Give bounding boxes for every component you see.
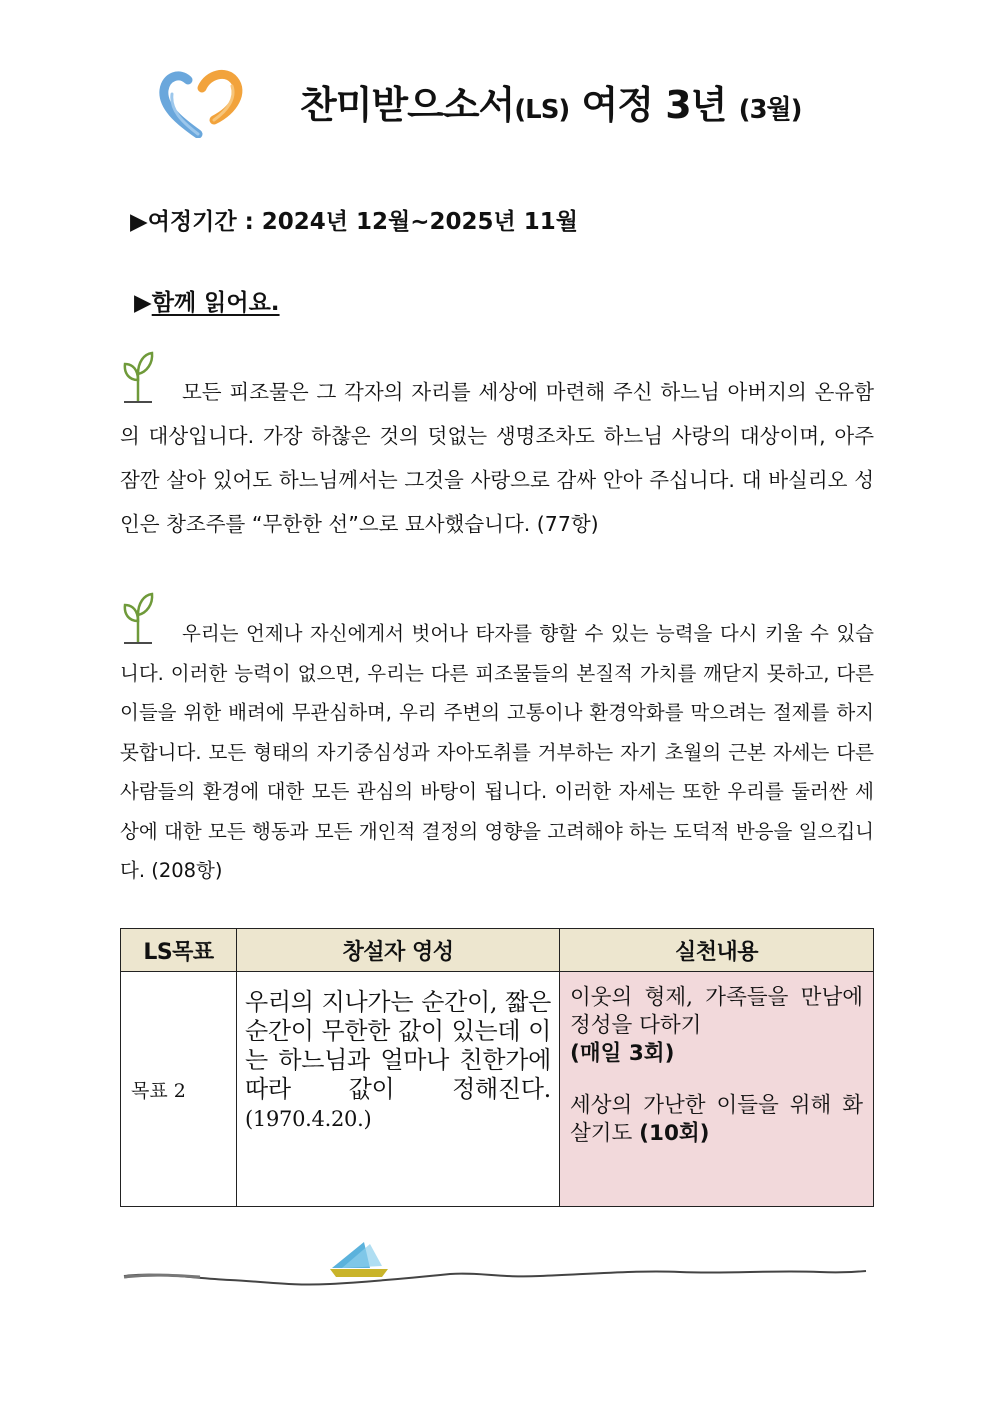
title-ls: (LS) (514, 95, 570, 125)
paragraph-1-text: 모든 피조물은 그 각자의 자리를 세상에 마련해 주신 하느님 아버지의 온유함의 대상입니다. 가장 하찮은 것의 덧없는 생명조차도 하느님 사랑의 대상이며, 아주 잠깐 살아 있어도 하느님께서는 그것을 사랑으로 감싸 안아 주십니다. 대 바실리오 성인은 창조주를 “무한한 선”으로 묘사했습니다. (77항) (120, 380, 874, 536)
sailboat-footer-illustration (120, 1230, 872, 1300)
practice-1-count: (매일 3회) (570, 1041, 675, 1066)
header-founder-spirituality: 창설자 영성 (237, 929, 560, 972)
reading-paragraph-1 (120, 370, 874, 546)
goal-cell: 목표 2 (121, 972, 237, 1207)
title-main: 찬미받으소서 (300, 83, 515, 127)
heart-logo-icon (158, 66, 244, 138)
quote-date: (1970.4.20.) (245, 1107, 372, 1131)
sailboat-icon (330, 1242, 388, 1277)
ls-goal-table (120, 928, 874, 1207)
founder-quote: 우리의 지나가는 순간이, 짧은 순간이 무한한 값이 있는데 이는 하느님과 얼마나 친한가에 따라 값이 정해진다. (245, 988, 551, 1103)
page-header (0, 62, 992, 142)
founder-quote-cell (237, 972, 560, 1207)
table-row (121, 972, 874, 1207)
title-month: (3월) (738, 95, 802, 125)
practice-item-2 (570, 1092, 863, 1148)
triangle-arrow-icon: ▶ (134, 290, 152, 316)
practice-2-text: 세상의 가난한 이들을 위해 화살기도 (570, 1093, 863, 1146)
practice-item-1 (570, 984, 863, 1068)
read-together-heading (134, 284, 280, 317)
title-rest: 여정 3년 (569, 83, 739, 127)
paragraph-2-text: 우리는 언제나 자신에게서 벗어나 타자를 향할 수 있는 능력을 다시 키울 수 있습니다. 이러한 능력이 없으면, 우리는 다른 피조물들의 본질적 가치를 깨닫지 못하고, 다른 이들을 위한 배려에 무관심하며, 우리 주변의 고통이나 환경악화를 막으려는 절제를 하지 못합니다. 모든 형태의 자기중심성과 자아도취를 거부하는 자기 초월의 근본 자세는 다른 사람들의 환경에 대한 모든 관심의 바탕이 됩니다. 이러한 자세는 또한 우리를 둘러싼 세상에 대한 모든 행동과 모든 개인적 결정의 영향을 고려해야 하는 도덕적 반응을 일으킵니다. (208항) (120, 622, 874, 882)
practice-2-count: (10회) (639, 1121, 710, 1146)
page-title (300, 74, 802, 129)
header-ls-goal: LS목표 (121, 929, 237, 972)
read-together-label: 함께 읽어요. (151, 290, 280, 316)
practice-cell (560, 972, 874, 1207)
header-practice: 실천내용 (560, 929, 874, 972)
reading-paragraph-2 (120, 614, 874, 891)
practice-1-text: 이웃의 형제, 가족들을 만남에 정성을 다하기 (570, 985, 863, 1038)
journey-period: ▶여정기간 : 2024년 12월~2025년 11월 (130, 209, 578, 235)
